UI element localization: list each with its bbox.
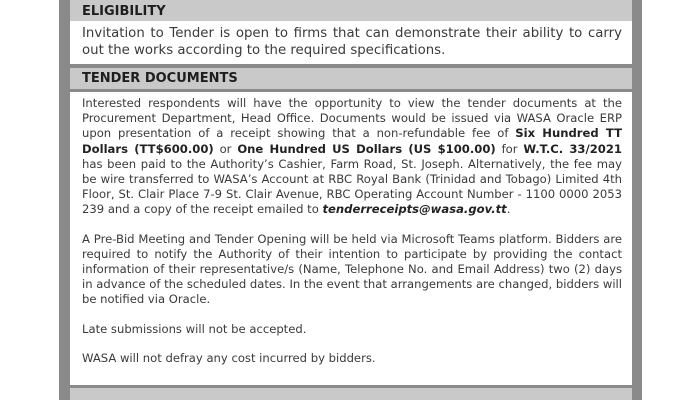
bottom-section-strip xyxy=(70,388,632,400)
eligibility-heading: ELIGIBILITY xyxy=(70,0,632,21)
tender-documents-paragraph-1: Interested respondents will have the opportunity to view the tender documents at the Procurement Department, Head Office. Documents would be issued via WASA Oracle ERP upon presentation of a receipt showing that a non-refundable fee of Six Hundred TT Dollars (TT$600.00) or One Hundred US Dollars (US $100.00) for W.T.C. 33/2021 has been paid to the Authority’s Cashier, Farm Road, St. Joseph. Alternatively, the fee may be wire transferred to WASA’s Account at RBC Royal Bank (Trinidad and Tobago) Limited 4th Floor, St. Clair Place 7-9 St. Clair Avenue, RBC Operating Account Number - 1100 0000 2053 239 and a copy of the receipt emailed to tenderreceipts@wasa.gov.tt. xyxy=(82,96,622,217)
tender-documents-paragraph-2: A Pre-Bid Meeting and Tender Opening will be held via Microsoft Teams platform. Bidders are required to notify the Authority of their intention to participate by providing the contact information of their representative/s (Name, Telephone No. and Email Address) two (2) days in advance of the scheduled dates. In the event that arrangements are changed, bidders will be notified via Oracle. xyxy=(82,231,622,307)
eligibility-panel xyxy=(70,21,632,64)
receipt-email: tenderreceipts@wasa.gov.tt xyxy=(322,202,507,217)
tender-reference: W.T.C. 33/2021 xyxy=(523,141,622,156)
fee-tt-dollars: Six Hundred TT Dollars (TT$600.00) xyxy=(82,126,622,156)
fee-us-dollars: One Hundred US Dollars (US $100.00) xyxy=(237,141,496,156)
tender-documents-paragraph-4: WASA will not defray any cost incurred by bidders. xyxy=(82,350,376,365)
eligibility-text: Invitation to Tender is open to firms that can demonstrate their ability to carry out the works according to the required specifications. xyxy=(82,26,622,58)
tender-documents-heading: TENDER DOCUMENTS xyxy=(70,68,632,89)
tender-documents-paragraph-3: Late submissions will not be accepted. xyxy=(82,321,307,336)
tender-documents-panel xyxy=(70,92,632,385)
